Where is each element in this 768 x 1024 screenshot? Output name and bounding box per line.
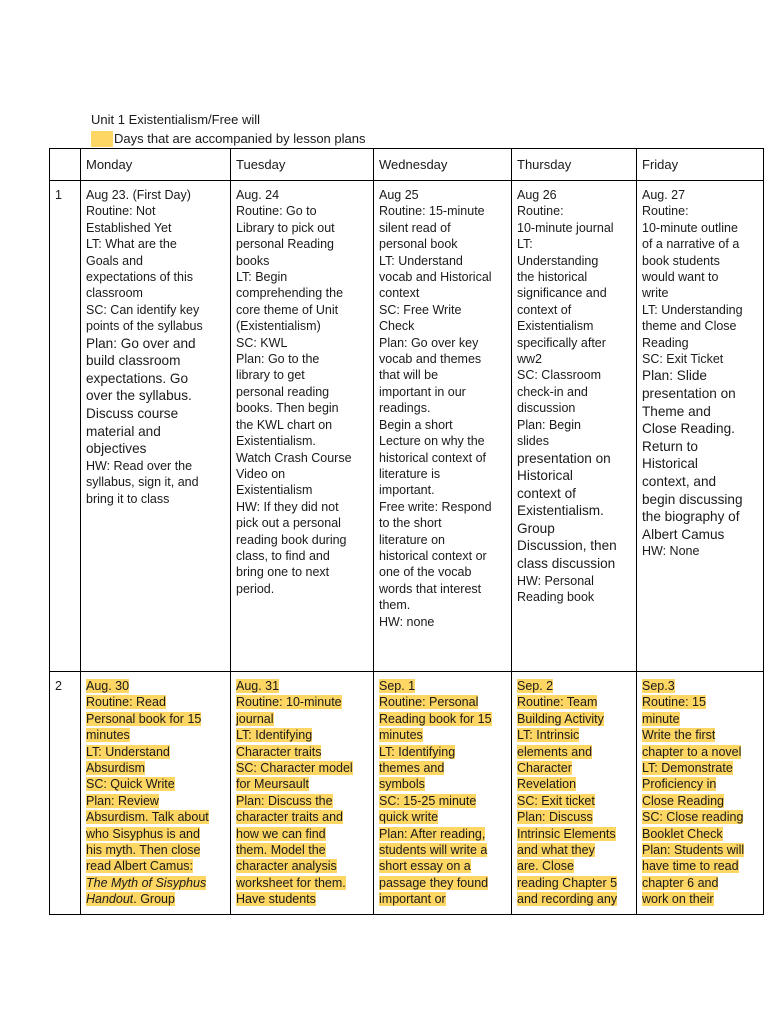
cell-line: context of — [517, 302, 572, 317]
cell-line: Established Yet — [86, 220, 172, 235]
table-row — [50, 181, 764, 672]
cell-line: important or — [379, 892, 446, 907]
cell-tuesday — [231, 672, 374, 915]
cell-line: Free write: Respond — [379, 499, 492, 514]
cell-line: readings. — [379, 401, 431, 416]
cell-line: Library to pick out — [236, 220, 335, 235]
legend-label: Days that are accompanied by lesson plans — [114, 131, 366, 146]
cell-line: LT: Intrinsic — [517, 728, 580, 743]
cell-line: Plan: Students will — [642, 843, 745, 858]
cell-line: Personal book for 15 — [86, 711, 202, 726]
book-title: The Myth of Sisyphus — [86, 875, 207, 890]
cell-wednesday — [374, 181, 512, 672]
cell-line: Plan: Review — [86, 793, 159, 808]
cell-line: Close Reading. — [642, 421, 735, 437]
cell-line: personal reading — [236, 384, 330, 399]
cell-line: write — [642, 286, 669, 301]
cell-line: Write the first — [642, 728, 716, 743]
cell-line: Aug 23. (First Day) — [86, 188, 191, 202]
cell-line: pick out a personal — [236, 516, 341, 531]
cell-line: context — [379, 286, 420, 301]
cell-line: Routine: Team — [517, 695, 598, 710]
cell-line: who Sisyphus is and — [86, 826, 200, 841]
column-header-tuesday: Tuesday — [231, 149, 374, 181]
cell-line: HW: If they did not — [236, 499, 339, 514]
cell-line: Existentialism. — [517, 503, 604, 519]
cell-line: Historical — [517, 468, 573, 484]
cell-line: words that interest — [379, 581, 482, 596]
cell-line: slides — [517, 434, 549, 449]
cell-line: Plan: Go over key — [379, 335, 479, 350]
cell-line: Routine: Read — [86, 695, 166, 710]
cell-line: the historical — [517, 270, 588, 285]
cell-line: important. — [379, 483, 435, 498]
cell-line: Routine: Go to — [236, 204, 317, 219]
cell-line: discussion — [517, 401, 576, 416]
cell-line: LT: Understand — [86, 744, 170, 759]
cell-line: context of — [517, 485, 576, 501]
cell-line: personal Reading — [236, 237, 334, 252]
cell-line: personal book — [379, 237, 458, 252]
cell-line: Absurdism. Talk about — [86, 810, 209, 825]
cell-line: symbols — [379, 777, 425, 792]
cell-line: Plan: Discuss the — [236, 793, 333, 808]
cell-wednesday — [374, 672, 512, 915]
cell-line: them. Model the — [236, 843, 326, 858]
cell-line: Plan: Go over and — [86, 335, 196, 351]
cell-line: HW: None — [642, 544, 700, 559]
cell-line: Albert Camus — [642, 526, 725, 542]
cell-line: Absurdism — [86, 761, 146, 776]
cell-line: Existentialism — [517, 319, 594, 334]
cell-line: LT: Identifying — [379, 744, 456, 759]
cell-line: class discussion — [517, 556, 616, 572]
cell-line: Understanding — [517, 253, 599, 268]
cell-line: Sep. 2 — [517, 679, 554, 693]
cell-line: presentation on — [642, 386, 736, 402]
cell-line: Routine: Not — [86, 204, 156, 219]
cell-line: Begin a short — [379, 417, 453, 432]
cell-line: literature on — [379, 532, 446, 547]
cell-line: LT: Understand — [379, 253, 463, 268]
cell-line: Group — [517, 520, 555, 536]
column-header-wednesday: Wednesday — [374, 149, 512, 181]
cell-line: important in our — [379, 384, 466, 399]
cell-line: begin discussing — [642, 491, 743, 507]
cell-thursday — [512, 181, 637, 672]
cell-line: library to get — [236, 368, 305, 383]
unit-title: Unit 1 Existentialism/Free will — [91, 112, 261, 127]
cell-line: Intrinsic Elements — [517, 826, 616, 841]
column-header-thursday: Thursday — [512, 149, 637, 181]
cell-line: historical context of — [379, 450, 486, 465]
cell-line: Watch Crash Course — [236, 450, 352, 465]
cell-line: . Group — [133, 892, 175, 907]
cell-line: books — [236, 253, 270, 268]
cell-line: Discussion, then — [517, 538, 617, 554]
cell-line: HW: Read over the — [86, 458, 193, 473]
cell-line: for Meursault — [236, 777, 309, 792]
week-number: 2 — [50, 672, 81, 915]
cell-line: Video on — [236, 466, 286, 481]
cell-monday — [81, 672, 231, 915]
cell-line: passage they found — [379, 875, 489, 890]
cell-line: his myth. Then close — [86, 843, 201, 858]
cell-line: classroom — [86, 286, 143, 301]
cell-line: students will write a — [379, 843, 488, 858]
cell-line: short essay on a — [379, 859, 471, 874]
column-header-friday: Friday — [637, 149, 764, 181]
cell-line: are. Close — [517, 859, 574, 874]
cell-line: journal — [236, 711, 274, 726]
cell-line: ww2 — [517, 352, 543, 367]
cell-line: Check — [379, 319, 415, 334]
cell-line: objectives — [86, 441, 147, 457]
cell-line: Routine: — [517, 204, 564, 219]
cell-line: to the short — [379, 516, 442, 531]
lesson-plan-table — [49, 148, 764, 915]
cell-line: SC: 15-25 minute — [379, 793, 477, 808]
cell-line: reading Chapter 5 — [517, 875, 618, 890]
cell-line: Booklet Check — [642, 826, 723, 841]
cell-line: SC: Classroom — [517, 368, 602, 383]
cell-monday — [81, 181, 231, 672]
cell-line: bring one to next — [236, 565, 330, 580]
cell-line: Plan: After reading, — [379, 826, 486, 841]
cell-line: Routine: 10-minute — [236, 695, 342, 710]
cell-line: Plan: Begin — [517, 417, 581, 432]
cell-line: SC: Quick Write — [86, 777, 175, 792]
cell-line: HW: none — [379, 614, 435, 629]
cell-line: reading book during — [236, 532, 347, 547]
cell-line: Building Activity — [517, 711, 604, 726]
cell-line: core theme of Unit — [236, 302, 339, 317]
cell-line: expectations. Go — [86, 370, 189, 386]
cell-line: character traits and — [236, 810, 343, 825]
cell-line: theme and Close — [642, 319, 737, 334]
cell-line: and recording any — [517, 892, 618, 907]
cell-line: context, and — [642, 474, 717, 490]
cell-line: Aug 26 — [517, 188, 557, 202]
cell-line: LT: Begin — [236, 270, 288, 285]
cell-line: LT: What are the — [86, 237, 177, 252]
cell-line: work on their — [642, 892, 714, 907]
cell-line: SC: Character model — [236, 761, 353, 776]
cell-line: LT: Identifying — [236, 728, 313, 743]
cell-line: SC: KWL — [236, 335, 288, 350]
cell-line: build classroom — [86, 353, 181, 369]
cell-line: SC: Free Write — [379, 302, 462, 317]
cell-line: SC: Close reading — [642, 810, 744, 825]
cell-line: read Albert Camus: — [86, 859, 193, 874]
cell-line: Character traits — [236, 744, 322, 759]
cell-line: them. — [379, 598, 411, 613]
cell-line: the KWL chart on — [236, 417, 333, 432]
cell-line: over the syllabus. — [86, 388, 192, 404]
cell-line: Historical — [642, 456, 698, 472]
cell-line: Goals and — [86, 253, 143, 268]
cell-line: chapter to a novel — [642, 744, 742, 759]
cell-line: Character — [517, 761, 572, 776]
cell-line: minutes — [86, 728, 130, 743]
cell-line: how we can find — [236, 826, 326, 841]
cell-line: one of the vocab — [379, 565, 472, 580]
cell-line: Reading book for 15 — [379, 711, 492, 726]
cell-line: check-in and — [517, 384, 588, 399]
cell-line: Existentialism — [236, 483, 313, 498]
cell-line: Discuss course — [86, 406, 179, 422]
cell-line: Sep. 1 — [379, 679, 416, 693]
cell-line: Reading — [642, 335, 689, 350]
cell-line: worksheet for them. — [236, 875, 346, 890]
cell-line: Aug. 24 — [236, 188, 280, 202]
cell-line: books. Then begin — [236, 401, 339, 416]
cell-line: expectations of this — [86, 270, 194, 285]
cell-line: comprehending the — [236, 286, 344, 301]
table-row — [50, 672, 764, 915]
week-number: 1 — [50, 181, 81, 672]
cell-line: character analysis — [236, 859, 337, 874]
cell-line: Proficiency in — [642, 777, 717, 792]
cell-line: themes and — [379, 761, 445, 776]
cell-line: Return to — [642, 438, 698, 454]
cell-line: would want to — [642, 270, 719, 285]
cell-line: Routine: 15 — [642, 695, 706, 710]
cell-line: of a narrative of a — [642, 237, 740, 252]
cell-friday — [637, 181, 764, 672]
cell-line: 10-minute journal — [517, 220, 614, 235]
cell-line: LT: Understanding — [642, 302, 743, 317]
cell-line: minutes — [379, 728, 423, 743]
cell-line: the biography of — [642, 509, 740, 525]
cell-line: Theme and — [642, 403, 711, 419]
cell-line: class, to find and — [236, 548, 330, 563]
cell-line: Aug 25 — [379, 188, 419, 202]
cell-tuesday — [231, 181, 374, 672]
cell-line: chapter 6 and — [642, 875, 719, 890]
cell-line: quick write — [379, 810, 439, 825]
cell-line: (Existentialism) — [236, 319, 321, 334]
cell-line: LT: Demonstrate — [642, 761, 733, 776]
cell-line: syllabus, sign it, and — [86, 475, 199, 490]
column-header-week — [50, 149, 81, 181]
column-header-monday: Monday — [81, 149, 231, 181]
cell-line: SC: Exit Ticket — [642, 352, 724, 367]
cell-line: Aug. 31 — [236, 679, 280, 693]
header-row — [50, 149, 764, 181]
cell-line: literature is — [379, 466, 441, 481]
cell-line: minute — [642, 711, 680, 726]
cell-line: presentation on — [517, 450, 611, 466]
cell-line: book students — [642, 253, 720, 268]
cell-line: Routine: Personal — [379, 695, 479, 710]
cell-line: historical context or — [379, 548, 487, 563]
cell-line: Existentialism. — [236, 434, 316, 449]
cell-line: significance and — [517, 286, 607, 301]
cell-line: Revelation — [517, 777, 577, 792]
cell-line: vocab and Historical — [379, 270, 492, 285]
cell-line: Plan: Discuss — [517, 810, 593, 825]
cell-line: SC: Can identify key — [86, 302, 200, 317]
cell-line: have time to read — [642, 859, 739, 874]
cell-friday — [637, 672, 764, 915]
cell-line: Plan: Slide — [642, 368, 707, 384]
cell-thursday — [512, 672, 637, 915]
cell-line: Routine: — [642, 204, 689, 219]
handout-label: Handout — [86, 892, 134, 907]
cell-line: points of the syllabus — [86, 319, 203, 334]
cell-line: specifically after — [517, 335, 606, 350]
cell-line: elements and — [517, 744, 593, 759]
cell-line: HW: Personal — [517, 573, 594, 588]
cell-line: bring it to class — [86, 491, 170, 506]
cell-line: Reading book — [517, 590, 595, 605]
cell-line: LT: — [517, 237, 533, 252]
cell-line: 10-minute outline — [642, 220, 738, 235]
cell-line: Aug. 30 — [86, 679, 130, 693]
cell-line: Close Reading — [642, 793, 724, 808]
cell-line: vocab and themes — [379, 352, 482, 367]
cell-line: Have students — [236, 892, 316, 907]
cell-line: Routine: 15-minute — [379, 204, 485, 219]
cell-line: and what they — [517, 843, 595, 858]
cell-line: Plan: Go to the — [236, 352, 320, 367]
cell-line: Sep.3 — [642, 679, 675, 693]
cell-line: SC: Exit ticket — [517, 793, 595, 808]
cell-line: that will be — [379, 368, 439, 383]
cell-line: Lecture on why the — [379, 434, 485, 449]
cell-line: period. — [236, 581, 275, 596]
cell-line: material and — [86, 423, 161, 439]
cell-line: silent read of — [379, 220, 451, 235]
legend-swatch — [91, 131, 113, 147]
cell-line: Aug. 27 — [642, 188, 686, 202]
